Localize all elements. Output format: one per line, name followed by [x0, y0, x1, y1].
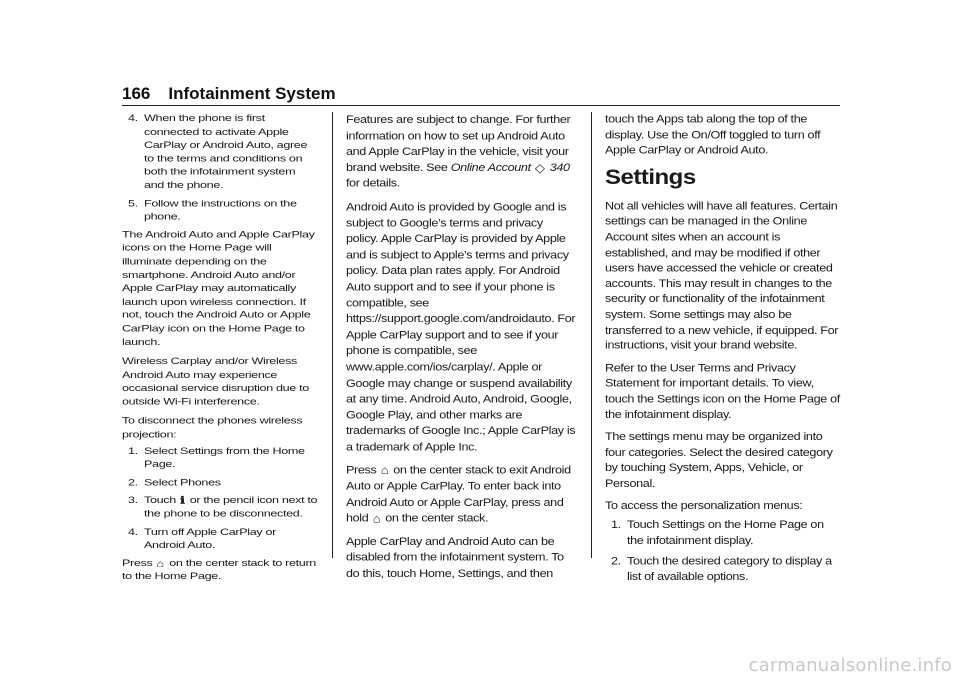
list-item: 4. Turn off Apple CarPlay or Android Auto.	[128, 526, 276, 551]
list-item: 2. Select Phones	[128, 476, 221, 488]
header-rule	[122, 105, 840, 106]
home-icon: ⌂	[372, 511, 381, 526]
list-item: 4. When the phone is first connected to activate Apple CarPlay or Android Auto, agree to the terms and conditions on both the infotainment system and the phone.	[128, 112, 308, 191]
paragraph: Press ⌂ on the center stack to return to the Home Page.	[122, 557, 316, 582]
list-item: 2. Touch the desired category to display a list of available options.	[611, 554, 832, 583]
paragraph: Not all vehicles will have all features. Certain settings can be managed in the Online Account sites when an account is established, and may be modified if other users have accessed the vehicle or created accounts. This may result in changes to the security or functionality of the infotainment system. Some settings may also be transferred to a new vehicle, if equipped. For instructions, visit your brand website.	[605, 199, 839, 352]
column-divider-2	[591, 112, 592, 558]
paragraph: Refer to the User Terms and Privacy Statement for important details. To view, touch the Settings icon on the Home Page of the infotainment display.	[605, 361, 840, 421]
column-divider-1	[332, 112, 333, 558]
column-1	[122, 112, 318, 590]
paragraph: Press ⌂ on the center stack to exit Android Auto or Apple CarPlay. To enter back into Android Auto or Apple CarPlay, press and hold ⌂ on the center stack.	[346, 463, 571, 526]
column-2	[346, 112, 576, 589]
paragraph: Features are subject to change. For further information on how to set up Android Auto and Apple CarPlay in the vehicle, visit your brand website. See Online Account ◇ 340 for details.	[346, 112, 571, 190]
page-header	[122, 84, 336, 104]
paragraph: The settings menu may be organized into four categories. Select the desired category by touching System, Apps, Vehicle, or Personal.	[605, 430, 833, 490]
list-item: 5. Follow the instructions on the phone.	[128, 197, 297, 222]
section-heading: Settings	[605, 165, 696, 190]
section-title: Infotainment System	[168, 84, 336, 103]
paragraph: To access the personalization menus:	[605, 499, 803, 512]
paragraph: The Android Auto and Apple CarPlay icons on the Home Page will illuminate depending on the smartphone. Android Auto and/or Apple CarPlay may automatically launch upon wireless connection. If not, touch the Android Auto or Apple CarPlay icon on the Home Page to launch.	[122, 229, 315, 348]
paragraph: touch the Apps tab along the top of the display. Use the On/Off toggled to turn off Apple CarPlay or Android Auto.	[605, 112, 821, 157]
page-number: 166	[122, 84, 151, 103]
cross-reference-page[interactable]: 340	[549, 160, 570, 174]
list-item: 1. Select Settings from the Home Page.	[128, 445, 305, 470]
paragraph: Android Auto is provided by Google and is subject to Google’s terms and privacy policy. Apple CarPlay is provided by Apple and is subject to Apple’s terms and privacy policy. Data plan rates apply. For Android Auto support and to see if your phone is compatible, see https://support.google.com/androidauto. For Apple CarPlay support and to see if your phone is compatible, see www.apple.com/ios/carplay/. Apple or Google may change or suspend availability at any time. Android Auto, Android, Google, Google Play, and other marks are trademarks of Google Inc.; Apple CarPlay is a trademark of Apple Inc.	[346, 200, 576, 454]
paragraph: Apple CarPlay and Android Auto can be disabled from the infotainment system. To do this, touch Home, Settings, and then	[346, 535, 564, 580]
watermark: carmanualsonline.info	[748, 655, 952, 676]
list-item: 1. Touch Settings on the Home Page on the infotainment display.	[611, 518, 824, 547]
home-icon: ⌂	[380, 463, 389, 478]
paragraph: To disconnect the phones wireless projection:	[122, 415, 303, 440]
page-reference-icon: ◇	[534, 160, 545, 175]
cross-reference-link[interactable]: Online Account	[450, 160, 531, 174]
paragraph: Wireless Carplay and/or Wireless Android Auto may experience occasional service disruption due to outside Wi-Fi interference.	[122, 355, 309, 407]
list-item: 3. Touch ℹ or the pencil icon next to the phone to be disconnected.	[128, 494, 318, 519]
info-icon: ℹ	[180, 495, 185, 508]
home-icon: ⌂	[156, 557, 165, 570]
column-3	[605, 112, 840, 590]
